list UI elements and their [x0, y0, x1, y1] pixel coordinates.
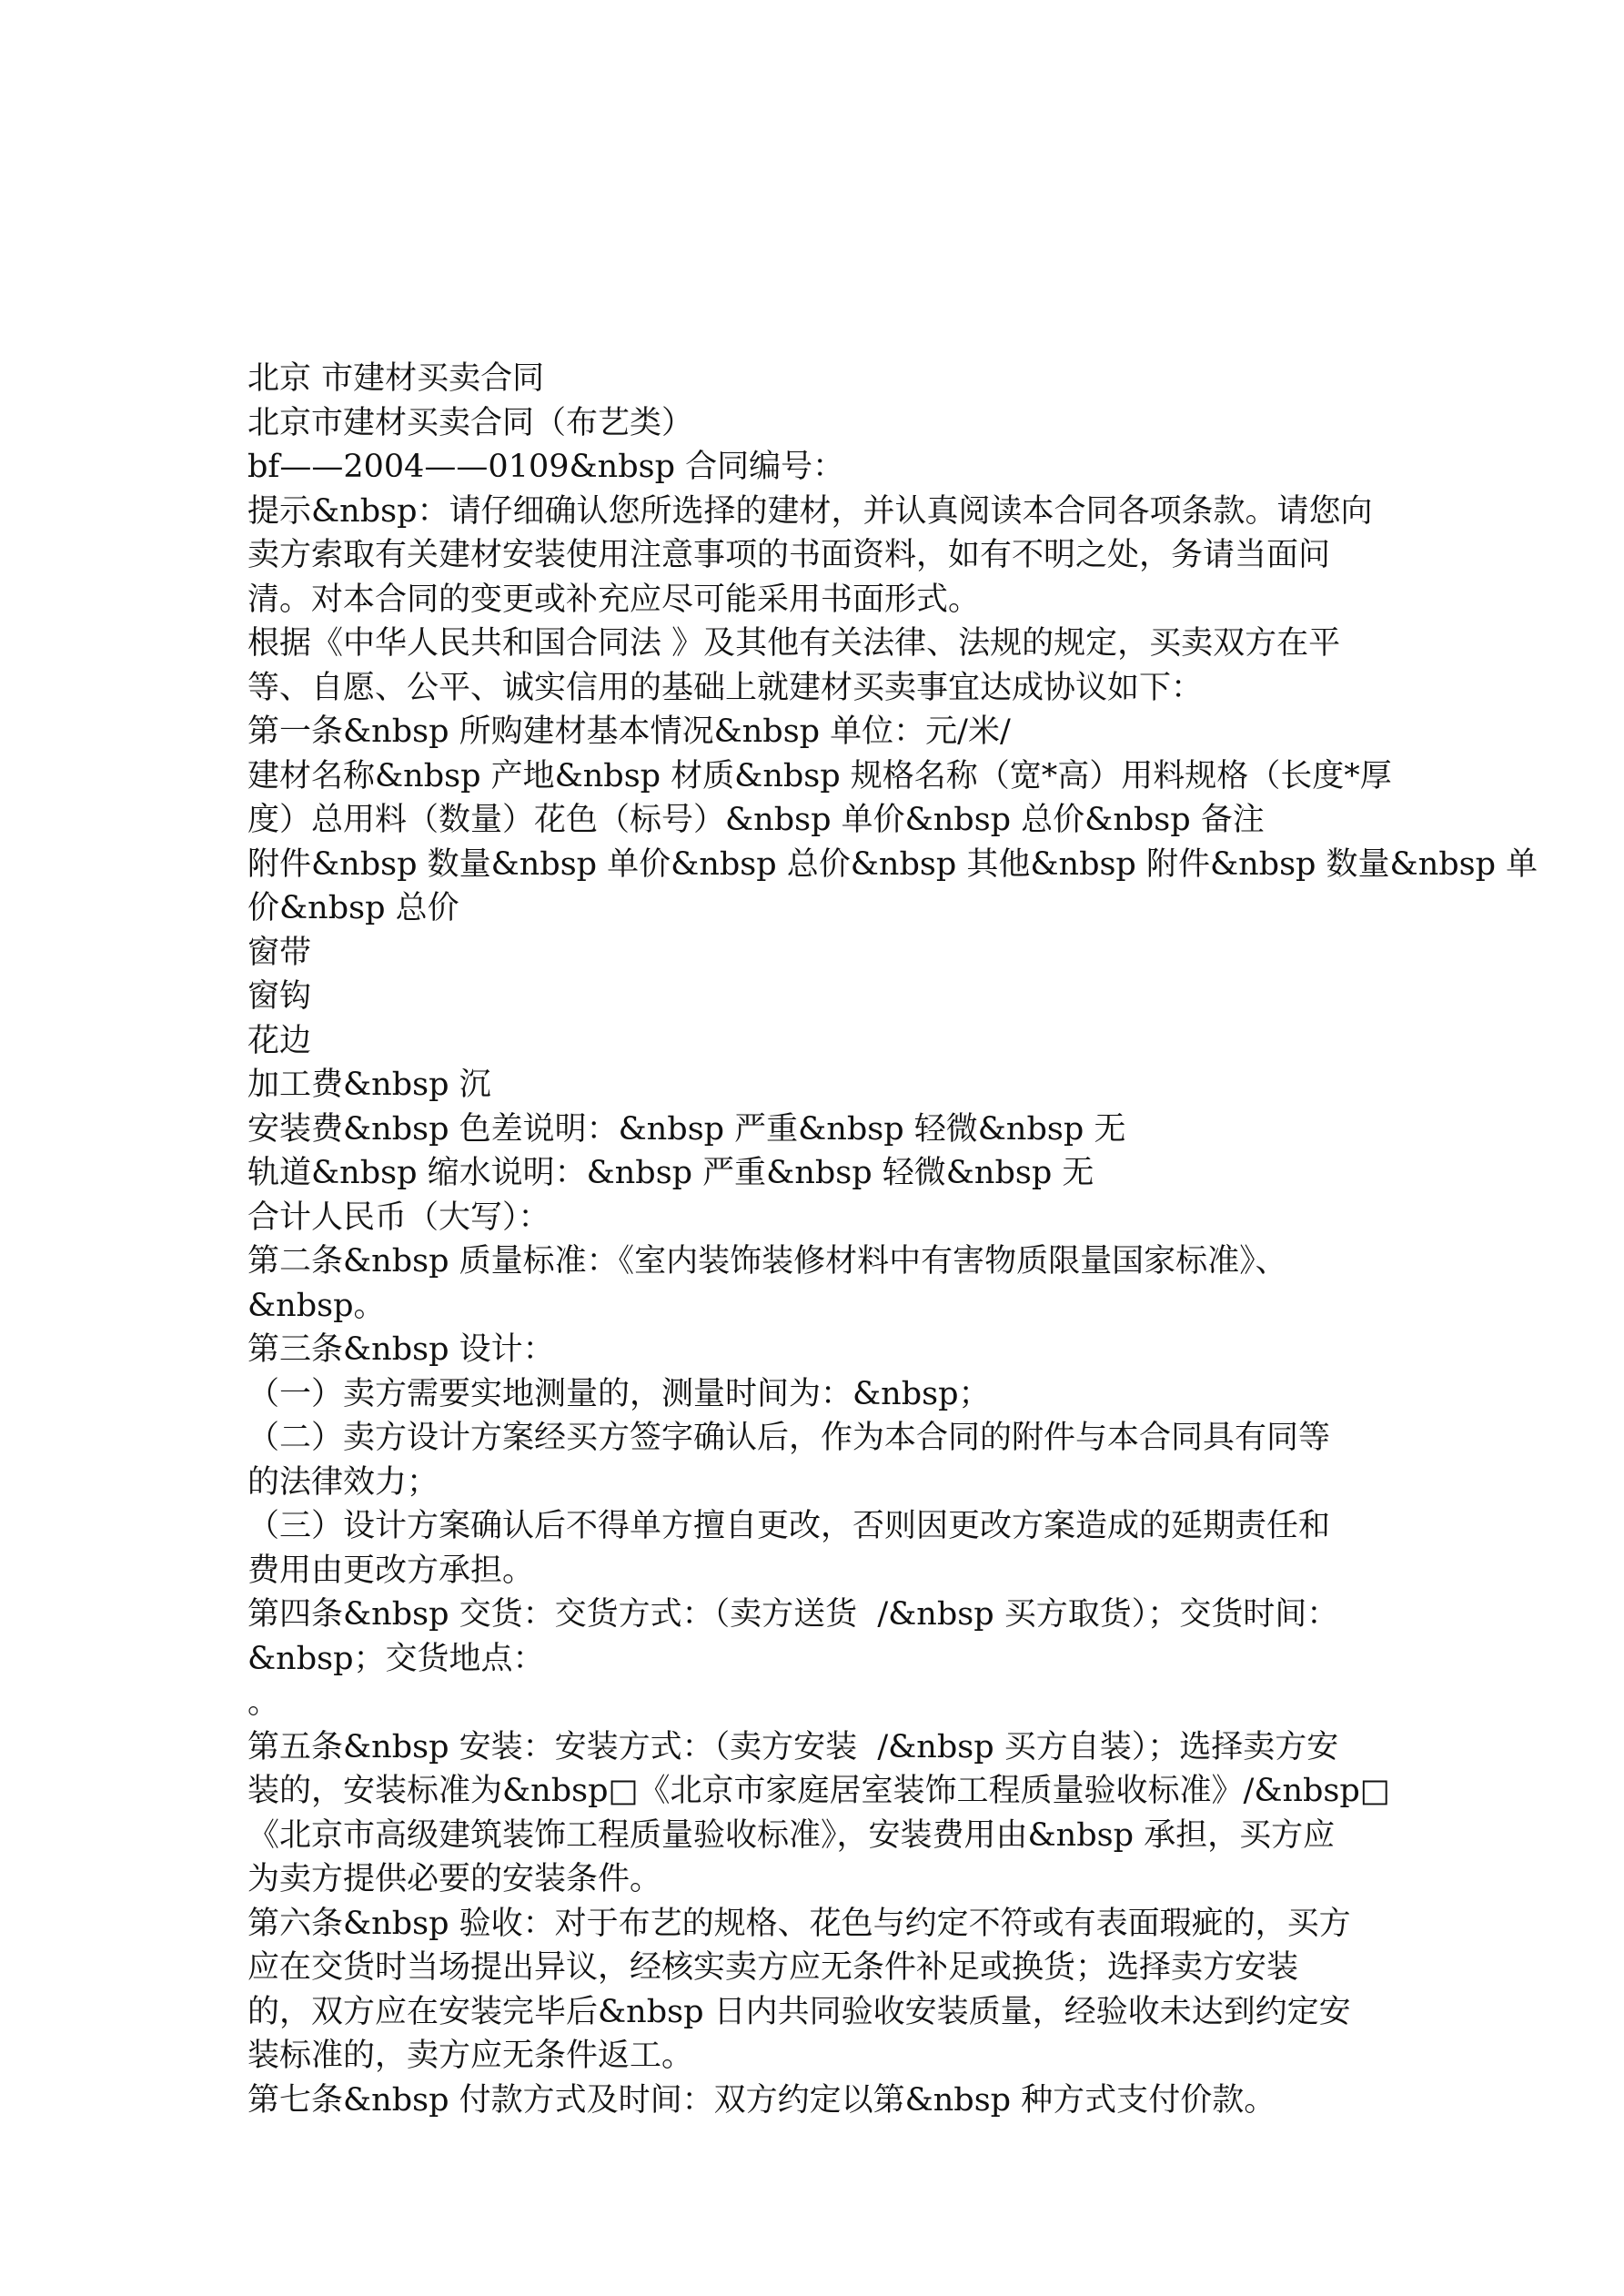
document-title: 北京 市建材买卖合同: [247, 360, 545, 397]
text-line: 卖方索取有关建材安装使用注意事项的书面资料，如有不明之处，务请当面问: [247, 537, 1331, 573]
text-line: &nbsp；交货地点：: [247, 1640, 545, 1677]
article-heading: 第六条&nbsp 验收：对于布艺的规格、花色与约定不符或有表面瑕疵的，买方: [247, 1905, 1351, 1942]
text-line: （一）卖方需要实地测量的，测量时间为：&nbsp；: [247, 1375, 991, 1412]
text-line: 度）总用料（数量）花色（标号）&nbsp 单价&nbsp 总价&nbsp 备注: [247, 802, 1265, 838]
text-line: 建材名称&nbsp 产地&nbsp 材质&nbsp 规格名称（宽*高）用料规格（长度*厚: [247, 757, 1392, 794]
document-body: [247, 357, 1538, 2122]
text-line: 根据《中华人民共和国合同法 》及其他有关法律、法规的规定，买卖双方在平: [247, 625, 1341, 662]
article-heading: 第五条&nbsp 安装：安装方式：（卖方安装 /&nbsp 买方自装）；选择卖方安: [247, 1728, 1339, 1765]
text-line: &nbsp。: [247, 1287, 386, 1324]
text-line: 等、自愿、公平、诚实信用的基础上就建材买卖事宜达成协议如下：: [247, 669, 1204, 706]
text-line: 提示&nbsp：请仔细确认您所选择的建材，并认真阅读本合同各项条款。请您向: [247, 492, 1373, 530]
text-line: 轨道&nbsp 缩水说明：&nbsp 严重&nbsp 轻微&nbsp 无: [247, 1155, 1094, 1191]
text-line: （二）卖方设计方案经买方签字确认后，作为本合同的附件与本合同具有同等: [247, 1420, 1331, 1456]
document-subtitle: 北京市建材买卖合同（布艺类）: [247, 404, 694, 441]
text-line: 的，双方应在安装完毕后&nbsp 日内共同验收安装质量，经验收未达到约定安: [247, 1993, 1351, 2030]
article-heading: 第四条&nbsp 交货：交货方式：（卖方送货 /&nbsp 买方取货）；交货时间：: [247, 1596, 1339, 1633]
text-line: 合计人民币（大写）：: [247, 1199, 550, 1236]
text-line: 窗带: [247, 934, 312, 971]
text-line: 窗钩: [247, 978, 312, 1015]
article-heading: 第一条&nbsp 所购建材基本情况&nbsp 单位：元/米/: [247, 713, 1011, 750]
text-line: 应在交货时当场提出异议，经核实卖方应无条件补足或换货；选择卖方安装: [247, 1949, 1299, 1986]
text-line: 安装费&nbsp 色差说明：&nbsp 严重&nbsp 轻微&nbsp 无: [247, 1110, 1126, 1148]
text-line: 费用由更改方承担。: [247, 1552, 535, 1589]
text-line: 加工费&nbsp 沉: [247, 1067, 491, 1103]
text-line: 装的，安装标准为&nbsp□《北京市家庭居室装饰工程质量验收标准》/&nbsp□: [247, 1773, 1390, 1809]
article-heading: 第三条&nbsp 设计：: [247, 1331, 555, 1368]
text-line: 附件&nbsp 数量&nbsp 单价&nbsp 总价&nbsp 其他&nbsp 附件&nbsp 数量&nbsp 单: [247, 845, 1538, 883]
text-line: 为卖方提供必要的安装条件。: [247, 1861, 662, 1897]
text-line: 清。对本合同的变更或补充应尽可能采用书面形式。: [247, 581, 981, 618]
text-line: 。: [247, 1684, 280, 1721]
text-line: （三）设计方案确认后不得单方擅自更改，否则因更改方案造成的延期责任和: [247, 1508, 1331, 1544]
text-line: 的法律效力；: [247, 1463, 439, 1501]
text-line: 装标准的，卖方应无条件返工。: [247, 2038, 694, 2074]
text-line: 《北京市高级建筑装饰工程质量验收标准》，安装费用由&nbsp 承担，买方应: [247, 1816, 1336, 1854]
text-line: 价&nbsp 总价: [247, 890, 459, 926]
article-heading: 第二条&nbsp 质量标准：《室内装饰装修材料中有害物质限量国家标准》、: [247, 1243, 1287, 1279]
text-line: 花边: [247, 1022, 312, 1059]
contract-number-line: bf——2004——0109&nbsp 合同编号：: [247, 449, 845, 485]
article-heading: 第七条&nbsp 付款方式及时间：双方约定以第&nbsp 种方式支付价款。: [247, 2081, 1276, 2119]
